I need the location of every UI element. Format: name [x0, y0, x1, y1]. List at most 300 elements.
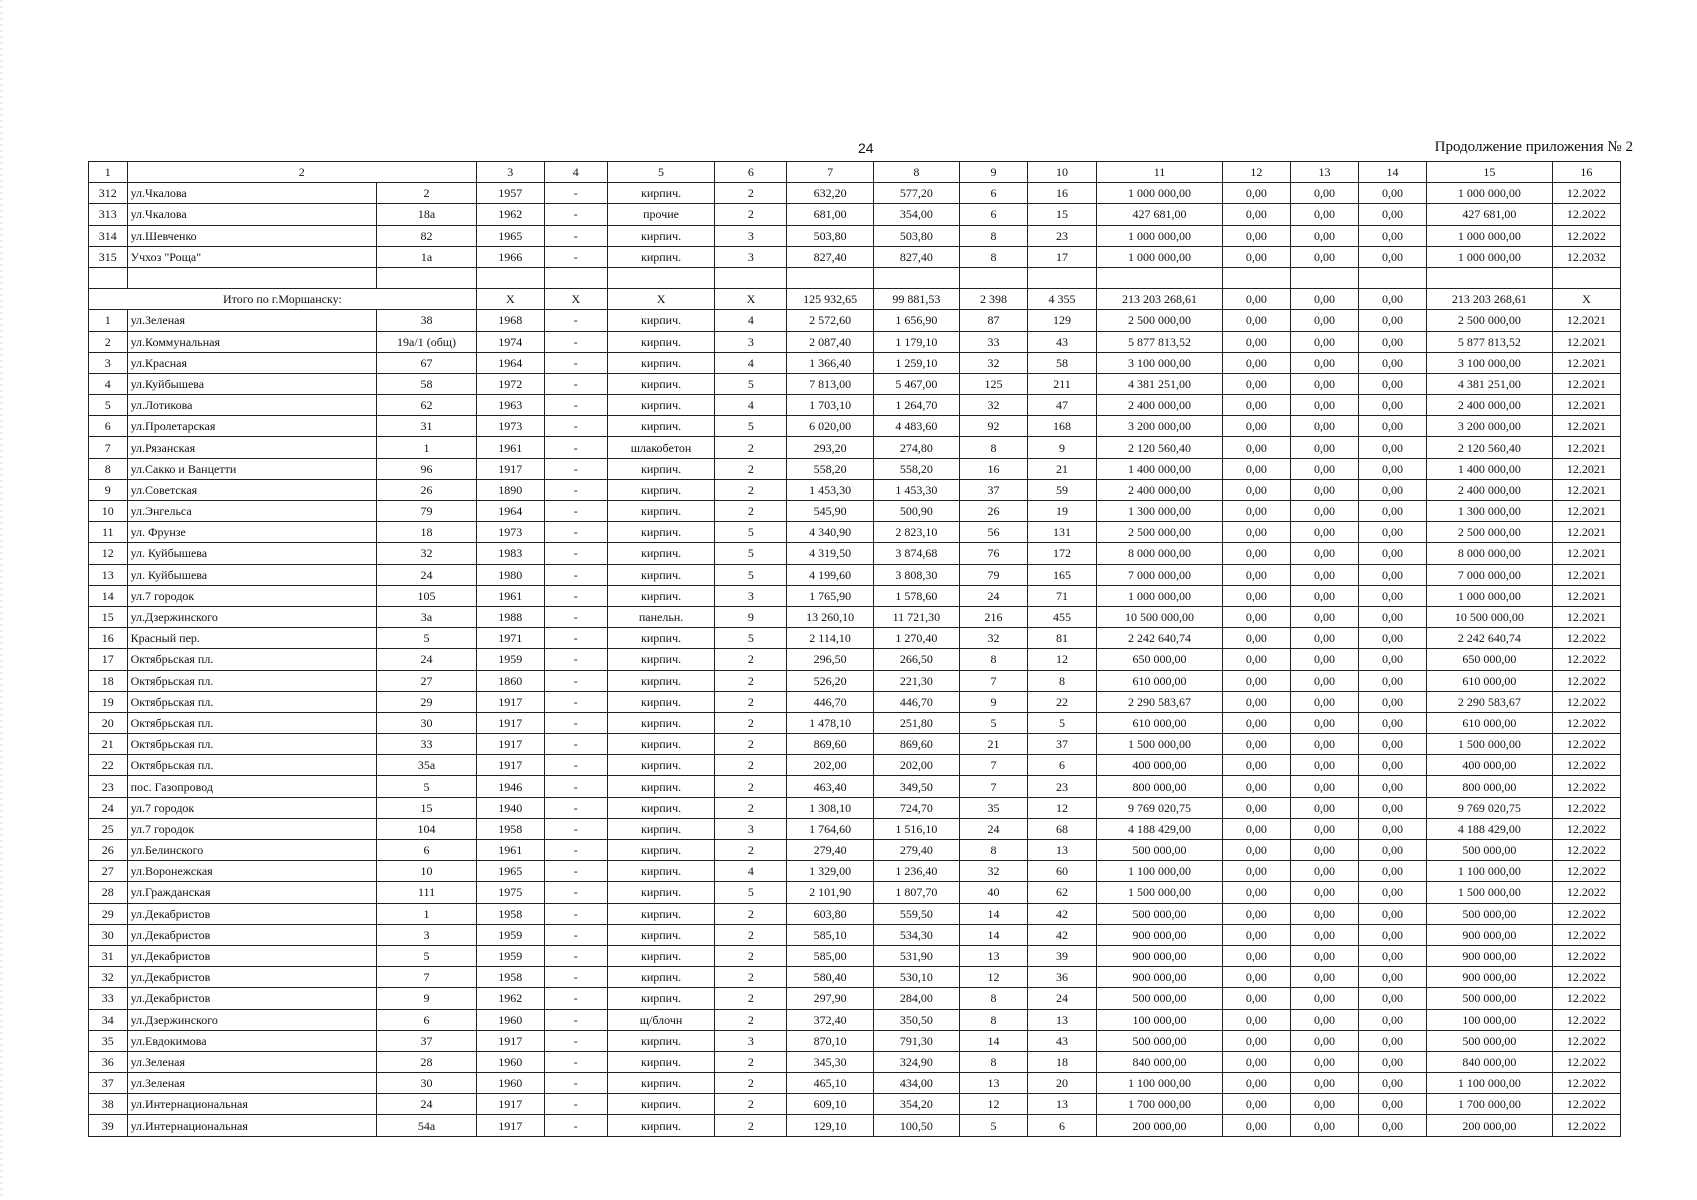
table-cell: 558,20	[787, 458, 873, 479]
table-cell: 3	[715, 246, 787, 267]
table-cell: 213 203 268,61	[1097, 289, 1223, 310]
table-cell: 27	[377, 670, 476, 691]
table-cell: 6	[960, 183, 1028, 204]
table-cell: 2	[715, 776, 787, 797]
table-cell: 26	[89, 840, 128, 861]
table-cell: кирпич.	[607, 522, 715, 543]
table-cell: 350,50	[873, 1009, 959, 1030]
table-cell: 12.2022	[1552, 1073, 1620, 1094]
table-cell: 2	[715, 1073, 787, 1094]
table-row	[89, 183, 1621, 204]
table-cell: 313	[89, 204, 128, 225]
table-cell: 1 700 000,00	[1426, 1094, 1552, 1115]
table-cell: 20	[89, 712, 128, 733]
table-cell: 32	[960, 395, 1028, 416]
table-cell: 5	[715, 373, 787, 394]
table-cell: 0,00	[1358, 416, 1426, 437]
table-cell: панельн.	[607, 606, 715, 627]
table-cell: 558,20	[873, 458, 959, 479]
table-cell: 0,00	[1358, 691, 1426, 712]
table-cell: 0,00	[1222, 225, 1290, 246]
table-row	[89, 903, 1621, 924]
table-cell: 8	[960, 988, 1028, 1009]
table-cell: 0,00	[1222, 543, 1290, 564]
table-cell: 29	[377, 691, 476, 712]
table-cell: кирпич.	[607, 479, 715, 500]
table-cell: ул.Евдокимова	[127, 1030, 377, 1051]
table-cell: кирпич.	[607, 776, 715, 797]
table-cell: 1965	[476, 225, 544, 246]
table-cell: 125 932,65	[787, 289, 873, 310]
table-cell: 1	[377, 437, 476, 458]
table-cell: 1961	[476, 840, 544, 861]
table-cell: 68	[1028, 818, 1097, 839]
table-cell: 38	[89, 1094, 128, 1115]
table-cell: 16	[1028, 183, 1097, 204]
table-cell: -	[544, 967, 607, 988]
table-cell: 2	[715, 924, 787, 945]
table-cell: кирпич.	[607, 246, 715, 267]
table-cell: 131	[1028, 522, 1097, 543]
table-cell: 0,00	[1358, 1073, 1426, 1094]
table-cell: 900 000,00	[1426, 945, 1552, 966]
table-cell	[1097, 267, 1223, 288]
table-cell	[377, 267, 476, 288]
table-cell: 0,00	[1290, 1051, 1358, 1072]
table-cell: 59	[1028, 479, 1097, 500]
table-cell: ул. Куйбышева	[127, 564, 377, 585]
table-cell: 4 319,50	[787, 543, 873, 564]
table-cell: ул.Куйбышева	[127, 373, 377, 394]
table-cell: 0,00	[1222, 1094, 1290, 1115]
table-cell: 0,00	[1222, 691, 1290, 712]
table-cell: 1917	[476, 734, 544, 755]
table-cell: кирпич.	[607, 840, 715, 861]
table-cell: -	[544, 670, 607, 691]
table-cell: -	[544, 1051, 607, 1072]
table-cell: 14	[960, 1030, 1028, 1051]
table-cell: 5	[715, 564, 787, 585]
table-cell: -	[544, 691, 607, 712]
table-cell: 13	[89, 564, 128, 585]
table-cell: 56	[960, 522, 1028, 543]
table-cell: 1958	[476, 818, 544, 839]
table-cell: 0,00	[1290, 1115, 1358, 1136]
table-cell: 2	[715, 903, 787, 924]
table-cell: 8	[960, 246, 1028, 267]
table-cell: 5	[89, 395, 128, 416]
table-cell: 12.2022	[1552, 1115, 1620, 1136]
table-cell: -	[544, 352, 607, 373]
table-cell: 0,00	[1358, 924, 1426, 945]
table-cell: Учхоз "Роща"	[127, 246, 377, 267]
table-cell: кирпич.	[607, 818, 715, 839]
table-cell: -	[544, 1073, 607, 1094]
table-cell: 111	[377, 882, 476, 903]
table-cell: 610 000,00	[1426, 712, 1552, 733]
table-cell: 0,00	[1290, 373, 1358, 394]
table-cell: 354,00	[873, 204, 959, 225]
table-cell: 12.2022	[1552, 924, 1620, 945]
table-cell: 9	[715, 606, 787, 627]
table-cell: 2	[715, 1051, 787, 1072]
table-cell: 1 308,10	[787, 797, 873, 818]
table-cell: 446,70	[873, 691, 959, 712]
table-cell: 1971	[476, 628, 544, 649]
table-cell: 1980	[476, 564, 544, 585]
table-cell: 62	[1028, 882, 1097, 903]
table-cell: 0,00	[1222, 797, 1290, 818]
table-cell: 8	[960, 225, 1028, 246]
table-row	[89, 225, 1621, 246]
table-row	[89, 373, 1621, 394]
table-cell	[873, 267, 959, 288]
table-cell: 6	[715, 162, 787, 183]
table-cell: Красный пер.	[127, 628, 377, 649]
table-cell: 0,00	[1358, 945, 1426, 966]
table-cell: 7 000 000,00	[1097, 564, 1223, 585]
table-cell: 2	[715, 458, 787, 479]
table-cell: 0,00	[1290, 331, 1358, 352]
table-cell: 21	[1028, 458, 1097, 479]
table-cell: 0,00	[1358, 1094, 1426, 1115]
table-cell: 503,80	[873, 225, 959, 246]
table-cell: 1963	[476, 395, 544, 416]
table-cell: 900 000,00	[1426, 967, 1552, 988]
table-cell: 12.2022	[1552, 840, 1620, 861]
table-cell	[607, 267, 715, 288]
table-cell: 0,00	[1358, 204, 1426, 225]
table-row	[89, 670, 1621, 691]
table-cell: 1 478,10	[787, 712, 873, 733]
table-cell: 0,00	[1290, 479, 1358, 500]
table-cell: 6	[377, 1009, 476, 1030]
table-cell: 503,80	[787, 225, 873, 246]
table-cell: -	[544, 225, 607, 246]
table-cell: 0,00	[1358, 1115, 1426, 1136]
table-cell: 15	[89, 606, 128, 627]
table-cell: 8	[873, 162, 959, 183]
table-cell: 1а	[377, 246, 476, 267]
table-cell: ул.Зеленая	[127, 1051, 377, 1072]
table-cell: кирпич.	[607, 1030, 715, 1051]
table-cell: 500,90	[873, 501, 959, 522]
table-cell: 0,00	[1222, 818, 1290, 839]
table-cell: 12.2022	[1552, 1009, 1620, 1030]
table-cell: 4 199,60	[787, 564, 873, 585]
table-cell: 531,90	[873, 945, 959, 966]
table-cell: 274,80	[873, 437, 959, 458]
table-cell: 165	[1028, 564, 1097, 585]
table-cell: 211	[1028, 373, 1097, 394]
table-cell: Октябрьская пл.	[127, 670, 377, 691]
table-cell: 37	[89, 1073, 128, 1094]
table-cell: 500 000,00	[1097, 988, 1223, 1009]
table-cell: 1917	[476, 712, 544, 733]
table-cell: 8	[1028, 670, 1097, 691]
table-cell: кирпич.	[607, 331, 715, 352]
table-cell: 0,00	[1222, 1115, 1290, 1136]
table-cell: 0,00	[1290, 903, 1358, 924]
table-cell: 1 000 000,00	[1426, 246, 1552, 267]
table-cell: 650 000,00	[1426, 649, 1552, 670]
table-cell: 42	[1028, 903, 1097, 924]
table-cell: 3 808,30	[873, 564, 959, 585]
table-cell: ул.Сакко и Ванцетти	[127, 458, 377, 479]
table-cell: 0,00	[1358, 289, 1426, 310]
table-cell: ул.Рязанская	[127, 437, 377, 458]
table-cell: 5	[607, 162, 715, 183]
table-cell: -	[544, 373, 607, 394]
table-cell: 1 807,70	[873, 882, 959, 903]
table-cell: 0,00	[1222, 373, 1290, 394]
table-cell: 0,00	[1358, 797, 1426, 818]
table-cell: 266,50	[873, 649, 959, 670]
table-cell: 17	[89, 649, 128, 670]
table-cell: 13	[960, 945, 1028, 966]
table-cell: 100 000,00	[1426, 1009, 1552, 1030]
table-cell: 12	[1222, 162, 1290, 183]
table-cell: X	[607, 289, 715, 310]
table-cell	[127, 267, 377, 288]
table-cell: 29	[89, 903, 128, 924]
table-cell: 16	[89, 628, 128, 649]
table-cell: 71	[1028, 585, 1097, 606]
table-cell: 12	[89, 543, 128, 564]
table-cell: 8	[960, 840, 1028, 861]
table-cell: 1 703,10	[787, 395, 873, 416]
table-cell: 0,00	[1290, 458, 1358, 479]
table-cell: 1961	[476, 437, 544, 458]
table-cell: 12.2022	[1552, 183, 1620, 204]
table-cell: 2	[715, 670, 787, 691]
table-cell: 9	[1028, 437, 1097, 458]
table-cell: 1960	[476, 1073, 544, 1094]
table-cell: 0,00	[1358, 373, 1426, 394]
table-cell: 1940	[476, 797, 544, 818]
table-cell: 12.2022	[1552, 734, 1620, 755]
table-cell: 900 000,00	[1097, 967, 1223, 988]
table-cell: кирпич.	[607, 882, 715, 903]
table-row	[89, 606, 1621, 627]
table-cell: кирпич.	[607, 649, 715, 670]
table-cell: кирпич.	[607, 352, 715, 373]
table-cell: 18	[89, 670, 128, 691]
table-cell: 0,00	[1358, 1009, 1426, 1030]
table-cell: 35	[89, 1030, 128, 1051]
table-cell: 900 000,00	[1426, 924, 1552, 945]
table-cell: 5	[377, 776, 476, 797]
table-cell: ул.Интернациональная	[127, 1115, 377, 1136]
table-cell: 33	[960, 331, 1028, 352]
table-cell: 610 000,00	[1426, 670, 1552, 691]
table-cell: 434,00	[873, 1073, 959, 1094]
table-cell: кирпич.	[607, 564, 715, 585]
table-row	[89, 945, 1621, 966]
table-cell: 12.2022	[1552, 903, 1620, 924]
table-row	[89, 204, 1621, 225]
table-cell: Октябрьская пл.	[127, 734, 377, 755]
continuation-label: Продолжение приложения № 2	[1434, 139, 1633, 155]
table-cell: 2 572,60	[787, 310, 873, 331]
table-cell: 7	[960, 776, 1028, 797]
table-cell: 7	[960, 670, 1028, 691]
table-cell: 24	[1028, 988, 1097, 1009]
table-cell: 5	[1028, 712, 1097, 733]
table-cell: 1 000 000,00	[1097, 225, 1223, 246]
table-cell: 0,00	[1290, 691, 1358, 712]
table-cell: 12.2022	[1552, 1094, 1620, 1115]
table-cell: 681,00	[787, 204, 873, 225]
table-row	[89, 437, 1621, 458]
table-cell: 5 467,00	[873, 373, 959, 394]
table-cell: ул.Дзержинского	[127, 606, 377, 627]
table-row	[89, 1030, 1621, 1051]
table-cell: 0,00	[1290, 840, 1358, 861]
table-cell: 0,00	[1222, 395, 1290, 416]
table-cell: кирпич.	[607, 988, 715, 1009]
table-cell: 5	[715, 628, 787, 649]
table-cell: 869,60	[873, 734, 959, 755]
table-cell: 5	[960, 1115, 1028, 1136]
table-cell: X	[715, 289, 787, 310]
table-cell: 3 200 000,00	[1097, 416, 1223, 437]
table-cell: 0,00	[1358, 1051, 1426, 1072]
table-cell: 0,00	[1290, 289, 1358, 310]
table-cell: 279,40	[787, 840, 873, 861]
table-cell: 8	[89, 458, 128, 479]
table-cell: 0,00	[1290, 755, 1358, 776]
table-row	[89, 331, 1621, 352]
table-cell: 800 000,00	[1097, 776, 1223, 797]
table-cell: 18	[377, 522, 476, 543]
table-cell: 0,00	[1290, 1094, 1358, 1115]
table-cell: 35	[960, 797, 1028, 818]
table-cell: 36	[89, 1051, 128, 1072]
table-cell: 530,10	[873, 967, 959, 988]
table-cell: 1 000 000,00	[1097, 246, 1223, 267]
table-cell: 15	[1028, 204, 1097, 225]
table-cell: 10 500 000,00	[1097, 606, 1223, 627]
table-cell: 1964	[476, 352, 544, 373]
table-cell: 1946	[476, 776, 544, 797]
table-cell: 2 400 000,00	[1426, 395, 1552, 416]
table-cell: 12.2022	[1552, 649, 1620, 670]
table-cell: 2	[715, 437, 787, 458]
table-row	[89, 479, 1621, 500]
table-cell: 0,00	[1358, 543, 1426, 564]
table-cell: 0,00	[1358, 882, 1426, 903]
table-cell: 0,00	[1358, 840, 1426, 861]
table-cell: 13	[1028, 1094, 1097, 1115]
table-cell: 0,00	[1358, 606, 1426, 627]
table-cell: Октябрьская пл.	[127, 649, 377, 670]
table-cell: 2 500 000,00	[1426, 310, 1552, 331]
table-cell: 37	[960, 479, 1028, 500]
table-cell: 314	[89, 225, 128, 246]
table-cell: 213 203 268,61	[1426, 289, 1552, 310]
table-cell: -	[544, 755, 607, 776]
table-cell: 25	[89, 818, 128, 839]
table-cell: 1 000 000,00	[1426, 225, 1552, 246]
table-cell: 12.2021	[1552, 606, 1620, 627]
table-cell	[787, 267, 873, 288]
table-cell: 315	[89, 246, 128, 267]
table-cell: 446,70	[787, 691, 873, 712]
table-cell: -	[544, 585, 607, 606]
table-cell: 3	[377, 924, 476, 945]
table-cell: 21	[89, 734, 128, 755]
table-cell: 2 114,10	[787, 628, 873, 649]
table-cell: кирпич.	[607, 945, 715, 966]
table-cell: 2	[715, 755, 787, 776]
table-cell: 82	[377, 225, 476, 246]
table-cell: 30	[377, 712, 476, 733]
table-cell: 39	[1028, 945, 1097, 966]
table-cell: 1 236,40	[873, 861, 959, 882]
table-cell: 1 764,60	[787, 818, 873, 839]
table-cell: 0,00	[1222, 924, 1290, 945]
table-cell: 0,00	[1222, 861, 1290, 882]
table-cell: 0,00	[1222, 246, 1290, 267]
table-cell: 1890	[476, 479, 544, 500]
table-cell: 1 500 000,00	[1097, 882, 1223, 903]
table-cell: 1 100 000,00	[1097, 861, 1223, 882]
table-cell: ул. Фрунзе	[127, 522, 377, 543]
table-cell: кирпич.	[607, 861, 715, 882]
table-cell: 900 000,00	[1097, 945, 1223, 966]
table-cell: 6	[89, 416, 128, 437]
table-cell: ул.Советская	[127, 479, 377, 500]
table-cell: 1 329,00	[787, 861, 873, 882]
table-cell: 1 453,30	[873, 479, 959, 500]
table-cell: 0,00	[1222, 628, 1290, 649]
table-cell: 1957	[476, 183, 544, 204]
table-cell: 2 500 000,00	[1097, 522, 1223, 543]
table-cell: 7	[960, 755, 1028, 776]
table-cell: 0,00	[1358, 395, 1426, 416]
spacer-row	[89, 267, 1621, 288]
table-cell: 22	[1028, 691, 1097, 712]
table-cell: кирпич.	[607, 628, 715, 649]
table-cell: 610 000,00	[1097, 712, 1223, 733]
table-cell	[476, 267, 544, 288]
table-row	[89, 501, 1621, 522]
table-cell: ул.Воронежская	[127, 861, 377, 882]
table-cell: 827,40	[873, 246, 959, 267]
table-cell: 12.2021	[1552, 585, 1620, 606]
table-cell: 1962	[476, 204, 544, 225]
table-cell: ул.Энгельса	[127, 501, 377, 522]
table-cell: 1 100 000,00	[1097, 1073, 1223, 1094]
table-cell: 18а	[377, 204, 476, 225]
table-cell: 0,00	[1222, 310, 1290, 331]
table-cell: 0,00	[1358, 501, 1426, 522]
table-cell: ул.Декабристов	[127, 903, 377, 924]
table-cell: 2	[715, 988, 787, 1009]
table-cell: 2	[715, 691, 787, 712]
table-cell: 724,70	[873, 797, 959, 818]
table-cell: 8 000 000,00	[1097, 543, 1223, 564]
table-cell: 455	[1028, 606, 1097, 627]
table-cell: 12.2022	[1552, 712, 1620, 733]
table-cell: 500 000,00	[1426, 840, 1552, 861]
table-cell	[1222, 267, 1290, 288]
table-cell: 1	[377, 903, 476, 924]
table-cell: 1968	[476, 310, 544, 331]
table-cell: кирпич.	[607, 1051, 715, 1072]
table-row	[89, 882, 1621, 903]
